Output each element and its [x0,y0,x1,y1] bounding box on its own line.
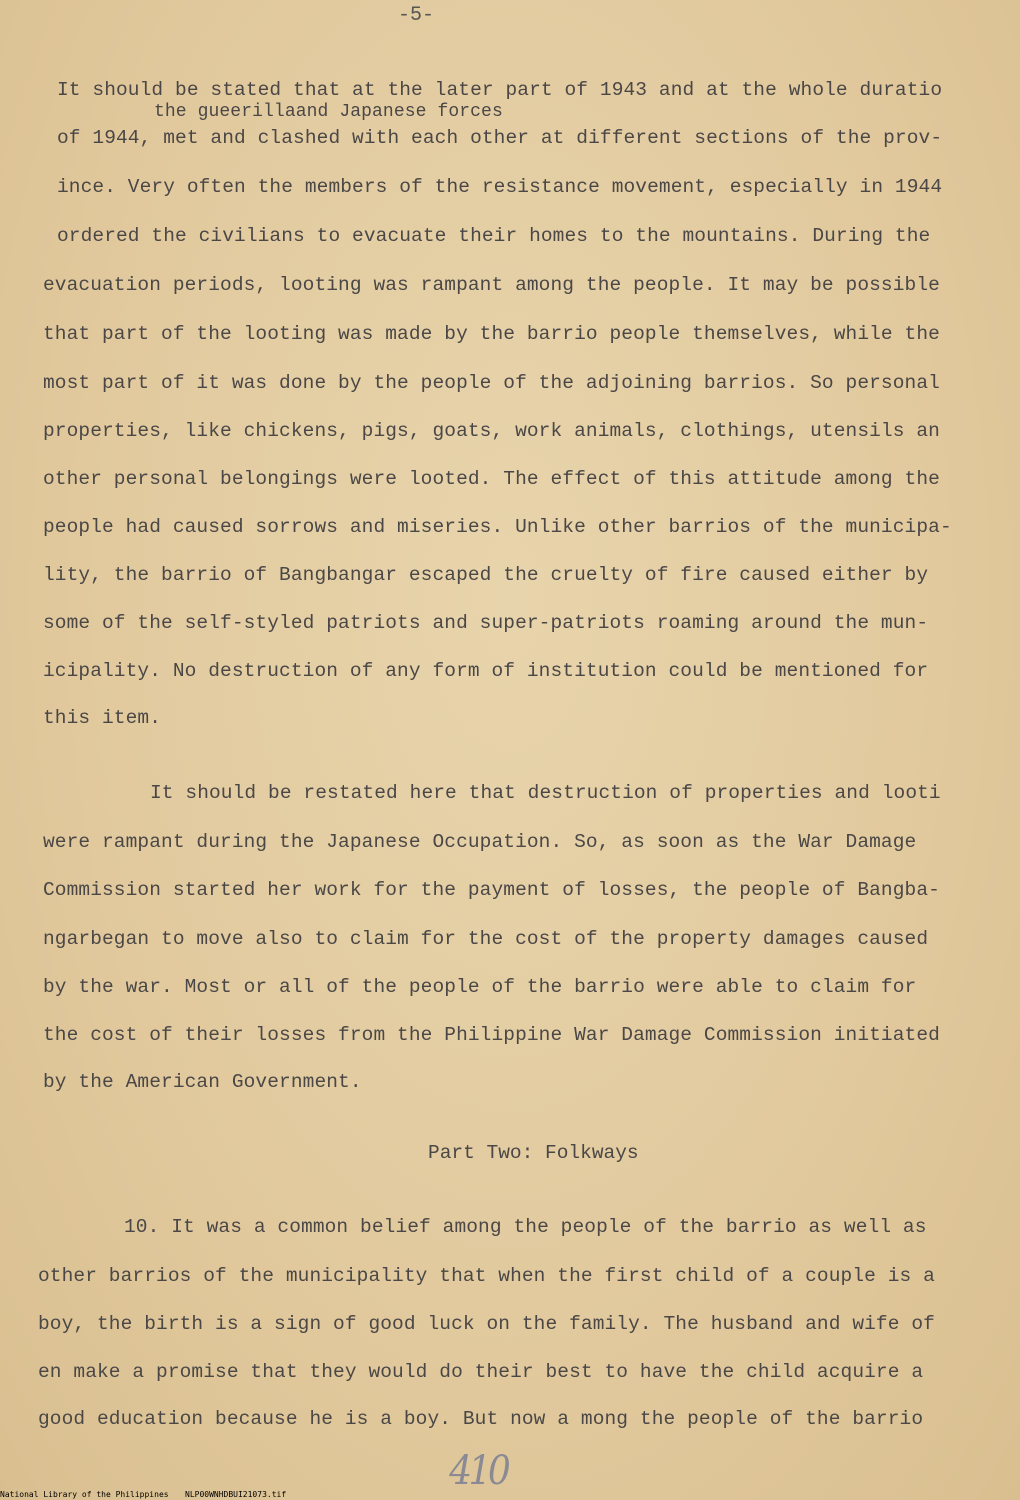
footer-library: National Library of the Philippines [0,1490,169,1499]
paragraph3-line3: boy, the birth is a sign of good luck on the family. The husband and wife of [38,1313,935,1335]
page-number: -5- [398,4,435,27]
footer [0,1490,287,1500]
paragraph1-line5: evacuation periods, looting was rampant among the people. It may be possible [43,274,940,296]
paragraph1-line6: that part of the looting was made by the barrio people themselves, while the [43,323,940,345]
paragraph1-line12: some of the self-styled patriots and super-patriots roaming around the mun- [43,612,929,634]
paragraph2-line2: were rampant during the Japanese Occupation. So, as soon as the War Damage [43,831,917,853]
paragraph3-line2: other barrios of the municipality that when the first child of a couple is a [38,1265,935,1287]
paragraph3-line1: 10. It was a common belief among the people of the barrio as well as [124,1216,927,1238]
paragraph2-line7: by the American Government. [43,1071,362,1093]
paragraph1-line8: properties, like chickens, pigs, goats, work animals, clothings, utensils an [43,420,940,442]
section-heading: Part Two: Folkways [428,1142,639,1164]
paragraph3-line4: en make a promise that they would do their best to have the child acquire a [38,1361,924,1383]
paragraph2-line4: ngarbegan to move also to claim for the cost of the property damages caused [43,928,929,950]
handwritten-page-number: 410 [449,1448,508,1494]
paragraph1-line11: lity, the barrio of Bangbangar escaped the cruelty of fire caused either by [43,564,929,586]
paragraph1-line1: It should be stated that at the later part of 1943 and at the whole duratio [57,79,943,101]
paragraph1-insert: the gueerillaand Japanese forces [154,102,503,122]
footer-source-id: NLP00WNHDBUI21073.tif [185,1490,287,1499]
paragraph1-line7: most part of it was done by the people of the adjoining barrios. So personal [43,372,940,394]
paragraph3-line5: good education because he is a boy. But now a mong the people of the barrio [38,1408,924,1430]
paragraph2-line5: by the war. Most or all of the people of the barrio were able to claim for [43,976,917,998]
paragraph1-line13: icipality. No destruction of any form of institution could be mentioned for [43,660,929,682]
paragraph1-line2: of 1944, met and clashed with each other at different sections of the prov- [57,127,943,149]
paragraph2-line1: It should be restated here that destruction of properties and looti [150,782,941,804]
paragraph1-line3: ince. Very often the members of the resistance movement, especially in 1944 [57,176,943,198]
paragraph1-line4: ordered the civilians to evacuate their homes to the mountains. During the [57,225,931,247]
paragraph2-line3: Commission started her work for the payment of losses, the people of Bangba- [43,879,940,901]
paragraph1-line14: this item. [43,707,162,729]
paragraph1-line10: people had caused sorrows and miseries. Unlike other barrios of the municipa- [43,516,952,538]
paragraph2-line6: the cost of their losses from the Philippine War Damage Commission initiated [43,1024,940,1046]
paragraph1-line9: other personal belongings were looted. The effect of this attitude among the [43,468,940,490]
